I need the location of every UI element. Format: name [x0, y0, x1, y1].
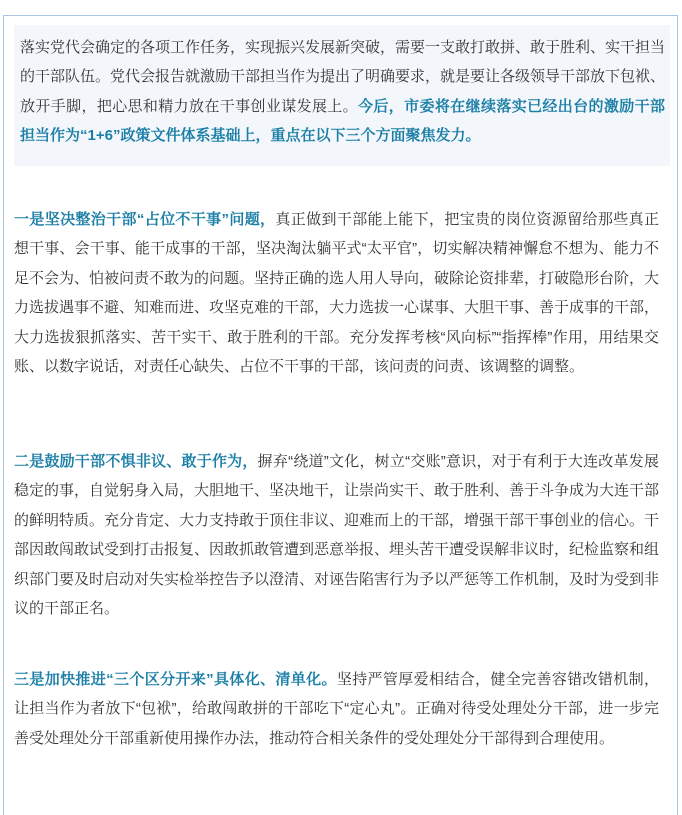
intro-text: 落实党代会确定的各项工作任务，实现振兴发展新突破，需要一支敢打敢拼、敢于胜利、实干担当的干部队伍。党代会报告就激励干部担当作为提出了明确要求，就是要让各级领导干部放下包袱、放开手脚，把心思和精力放在干事创业谋发展上。 — [20, 39, 666, 115]
section-heading: 一是坚决整治干部“占位不干事”问题， — [14, 211, 276, 228]
section-paragraph-1 — [14, 205, 659, 381]
section-body: 摒弃“绕道”文化，树立“交账”意识，对于有利于大连改革发展稳定的事，自觉躬身入局，大胆地干、坚决地干，让崇尚实干、敢于胜利、善于斗争成为大连干部的鲜明特质。充分肯定、大力支持敢于顶住非议、迎难而上的干部，增强干部干事创业的信心。干部因敢闯敢试受到打击报复、因敢抓敢管遭到恶意举报、埋头苦干遭受误解非议时，纪检监察和组织部门要及时启动对失实检举控告予以澄清、对诬告陷害行为予以严惩等工作机制，及时为受到非议的干部正名。 — [14, 453, 660, 618]
section-paragraph-2 — [14, 447, 659, 623]
section-body: 坚持严管厚爱相结合，健全完善容错改错机制，让担当作为者放下“包袱”，给敢闯敢拼的干部吃下“定心丸”。正确对待受处理处分干部，进一步完善受处理处分干部重新使用操作办法，推动符合相关条件的受处理处分干部得到合理使用。 — [14, 671, 659, 747]
intro-box — [14, 25, 670, 166]
intro-paragraph — [20, 33, 665, 151]
section-heading: 三是加快推进“三个区分开来”具体化、清单化。 — [14, 671, 337, 688]
intro-highlight: 今后，市委将在继续落实已经出台的激励干部担当作为“1+6”政策文件体系基础上，重点在以下三个方面聚焦发力。 — [20, 97, 665, 145]
section-body: 真正做到干部能上能下，把宝贵的岗位资源留给那些真正想干事、会干事、能干成事的干部，坚决淘汰躺平式“太平官”，切实解决精神懈怠不想为、能力不足不会为、怕被问责不敢为的问题。坚持正确的选人用人导向，破除论资排辈，打破隐形台阶，大力选拔遇事不避、知难而进、攻坚克难的干部，大力选拔一心谋事、大胆干事、善于成事的干部，大力选拔狠抓落实、苦干实干、敢于胜利的干部。充分发挥考核“风向标”“指挥棒”作用，用结果交账、以数字说话，对责任心缺失、占位不干事的干部，该问责的问责、该调整的调整。 — [14, 211, 660, 376]
section-heading: 二是鼓励干部不惧非议、敢于作为， — [14, 453, 258, 470]
section-paragraph-3 — [14, 665, 659, 753]
